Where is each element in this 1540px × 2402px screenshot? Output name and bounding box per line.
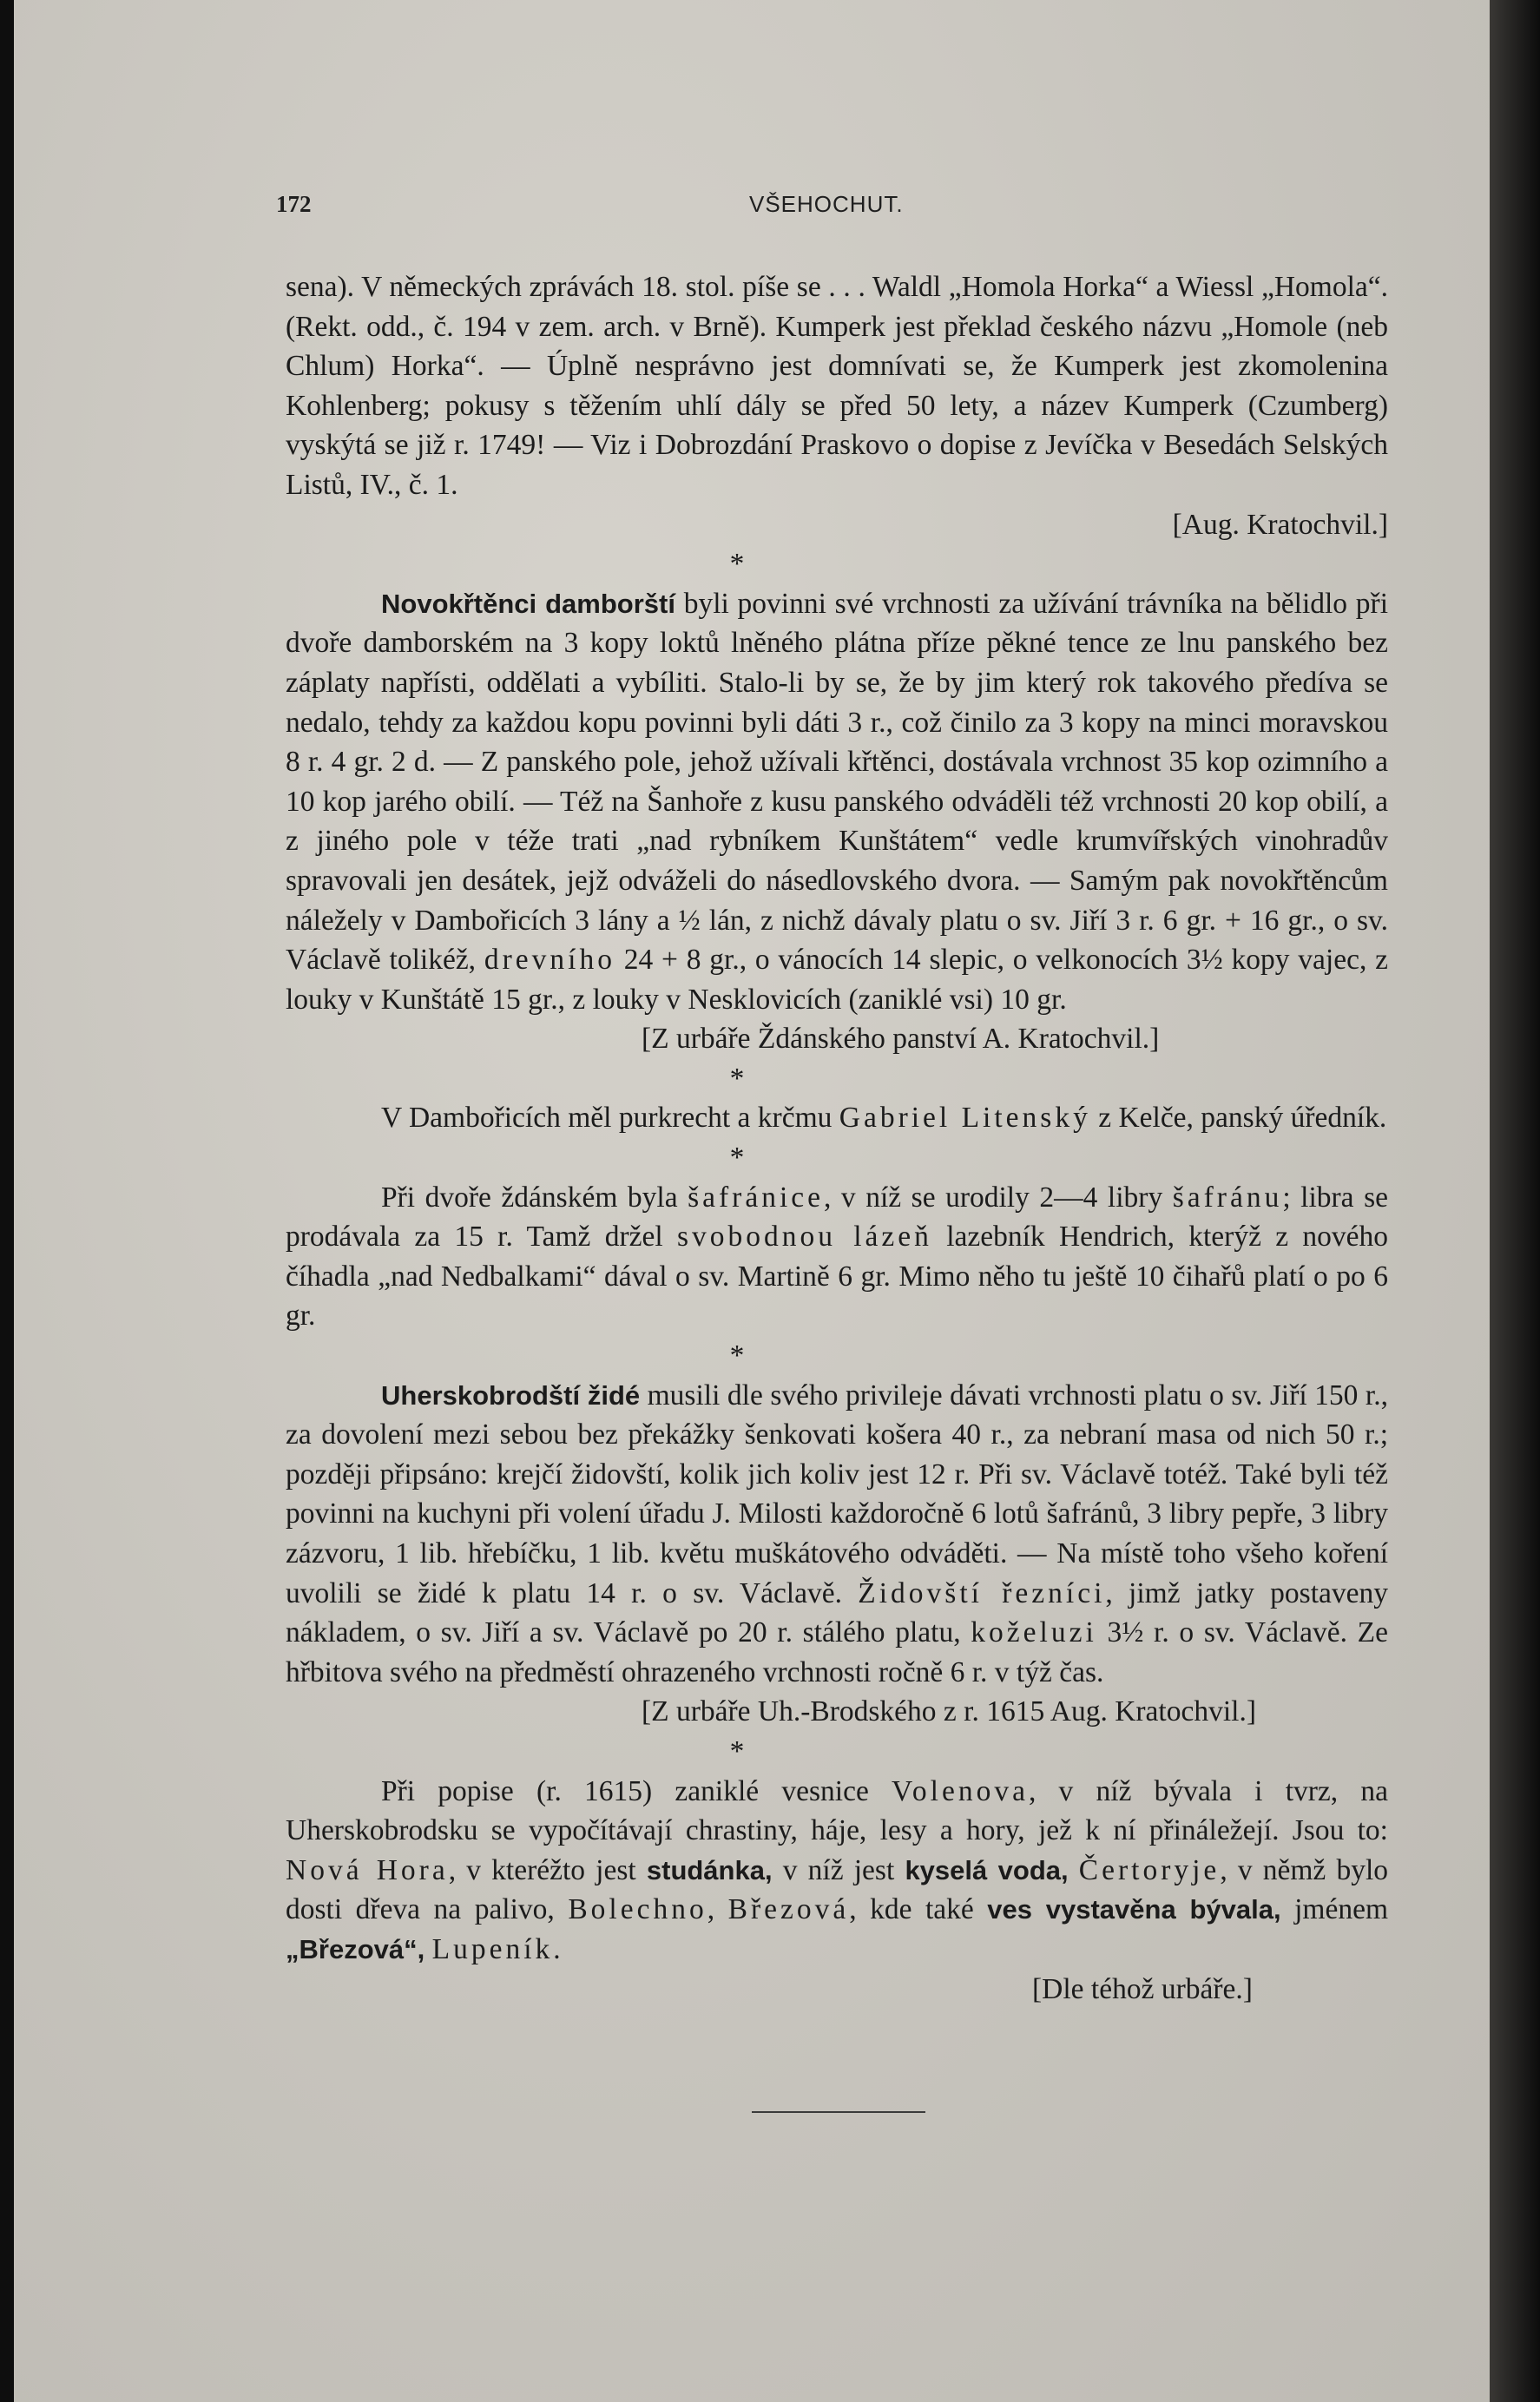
signature: [Z urbáře Uh.-Brodského z r. 1615 Aug. Kratochvil.] (642, 1695, 1256, 1728)
bold-term: kyselá voda, (905, 1854, 1069, 1885)
page-body (286, 267, 1388, 2009)
spaced-term: Gabriel Litenský (839, 1102, 1091, 1135)
book-page (14, 0, 1490, 2402)
section-separator: * (729, 1339, 745, 1372)
scan-left-edge (0, 0, 14, 2402)
spaced-term: Lupeník (431, 1932, 554, 1965)
signature: [Aug. Kratochvil.] (1172, 508, 1388, 541)
spaced-term: Březová (727, 1893, 850, 1926)
spaced-term: Nová Hora (286, 1853, 449, 1886)
spaced-term: svobodnou lázeň (676, 1221, 932, 1254)
bold-term: studánka, (646, 1854, 773, 1885)
signature: [Dle téhož urbáře.] (1032, 1972, 1253, 2005)
page-header (276, 191, 1361, 226)
lead-term: Uherskobrodští židé (381, 1379, 641, 1411)
spaced-term: Židovští řezníci (858, 1576, 1106, 1609)
section-separator: * (729, 1062, 745, 1095)
spaced-term: šafránu (1172, 1181, 1283, 1214)
end-rule (752, 2111, 925, 2113)
paragraph-zide: Uherskobrodští židé musili dle svého privileje dávati vrchnosti platu o sv. Jiří 150 r., za dovolení mezi sebou bez překážky šenkovati košera 40 r., za nebraní masa od nich 50 r.; později připsáno: krejčí židovští, kolik jich koliv jest 12 r. Při sv. Václavě totéž. Také byli též povinni na kuchyni při volení úřadu J. Milosti každoročně 6 lotů šafránů, 3 libry pepře, 3 libry zázvoru, 1 lib. hřebíčku, 1 lib. květu muškátového odváděti. — Na místě toho všeho koření uvolili se židé k platu 14 r. o sv. Václavě. Židovští řezníci, jimž jatky postaveny nákladem, o sv. Jiří a sv. Václavě po 20 r. stálého platu, koželuzi 3½ r. o sv. Václavě. Ze hřbitova svého na předměstí ohrazeného vrchnosti ročně 6 r. v týž čas. (286, 1379, 1389, 1688)
spaced-term: drevního (484, 944, 615, 977)
bold-term: ves vystavěna bývala, (987, 1894, 1281, 1925)
paragraph-kumperk: sena). V německých zprávách 18. stol. píše se . . . Waldl „Homola Horka“ a Wiessl „Homola“. (Rekt. odd., č. 194 v zem. arch. v Brně). Kumperk jest překlad českého názvu „Homole (neb Chlum) Horka“. — Úplně nesprávno jest domnívati se, že Kumperk jest zkomolenina Kohlenberg; pokusy s těžením uhlí dály se před 50 lety, a název Kumperk (Czumberg) vyskýtá se již r. 1749! — Viz i Dobrozdání Praskovo o dopise z Jevíčka v Besedách Selských Listů, IV., č. 1. (286, 271, 1389, 501)
lead-term: Novokřtěnci damborští (381, 588, 675, 619)
spaced-term: šafránice (688, 1181, 825, 1214)
section-separator: * (729, 1142, 745, 1175)
paragraph-volenov: Při popise (r. 1615) zaniklé vesnice Volenova, v níž bývala i tvrz, na Uherskobrodsku se vypočítávají chrastiny, háje, lesy a hory, jež k ní přináležejí. Jsou to: Nová Hora, v kteréžto jest studánka, v níž jest kyselá voda, Čertoryje, v němž bylo dosti dřeva na palivo, Bolechno, Březová, kde také ves vystavěna bývala, jménem „Březová“, Lupeník. (286, 1774, 1389, 1965)
page-number: 172 (276, 191, 312, 217)
bold-term: „Březová“, (286, 1933, 425, 1964)
section-separator: * (729, 548, 745, 581)
paragraph-novokrtenci: Novokřtěnci damborští byli povinni své vrchnosti za užívání trávníka na bělidlo při dvoře damborském na 3 kopy loktů lněného plátna příze pěkné tence ze lnu panského bez záplaty napřísti, oddělati a vybíliti. Stalo-li by se, že by jim který rok takového předíva se nedalo, tehdy za každou kopu povinni byli dáti 3 r., což činilo za 3 kopy na minci moravskou 8 r. 4 gr. 2 d. — Z panského pole, jehož užívali křtěnci, dostávala vrchnost 35 kop ozimního a 10 kop jarého obilí. — Též na Šanhoře z kusu panského odváděli též vrchnosti 20 kop obilí, a z jiného pole v téže trati „nad rybníkem Kunštátem“ vedle krumvířských vinohradův spravovali jen desátek, jejž odváželi do násedlovského dvora. — Samým pak novokřtěncům náležely v Dambořicích 3 lány a ½ lán, z nichž dávaly platu o sv. Jiří 3 r. 6 gr. + 16 gr., o sv. Václavě tolikéž, drevního 24 + 8 gr., o vánocích 14 slepic, o velkonocích 3½ kopy vajec, z louky v Kunštátě 15 gr., z louky v Nesklovicích (zaniklé vsi) 10 gr. (286, 587, 1388, 1016)
paragraph-damborice: V Dambořicích měl purkrecht a krčmu Gabriel Litenský z Kelče, panský úředník. (381, 1102, 1387, 1135)
signature: [Z urbáře Ždánského panství A. Kratochvil.] (642, 1023, 1160, 1056)
paragraph-safranice: Při dvoře ždánském byla šafránice, v níž se urodily 2—4 libry šafránu; libra se prodávala za 15 r. Tamž držel svobodnou lázeň lazebník Hendrich, kterýž z nového číhadla „nad Nedbalkami“ dával o sv. Martině 6 gr. Mimo něho tu ještě 10 čihařů platí o po 6 gr. (286, 1181, 1388, 1333)
section-separator: * (729, 1734, 745, 1767)
running-title: VŠEHOCHUT. (749, 191, 904, 217)
spaced-term: Bolechno (568, 1893, 707, 1926)
spaced-term: koželuzi (971, 1616, 1097, 1649)
spaced-term: Volenova (892, 1774, 1029, 1807)
scan-right-edge (1490, 0, 1540, 2402)
spaced-term: Čertoryje (1078, 1853, 1221, 1886)
